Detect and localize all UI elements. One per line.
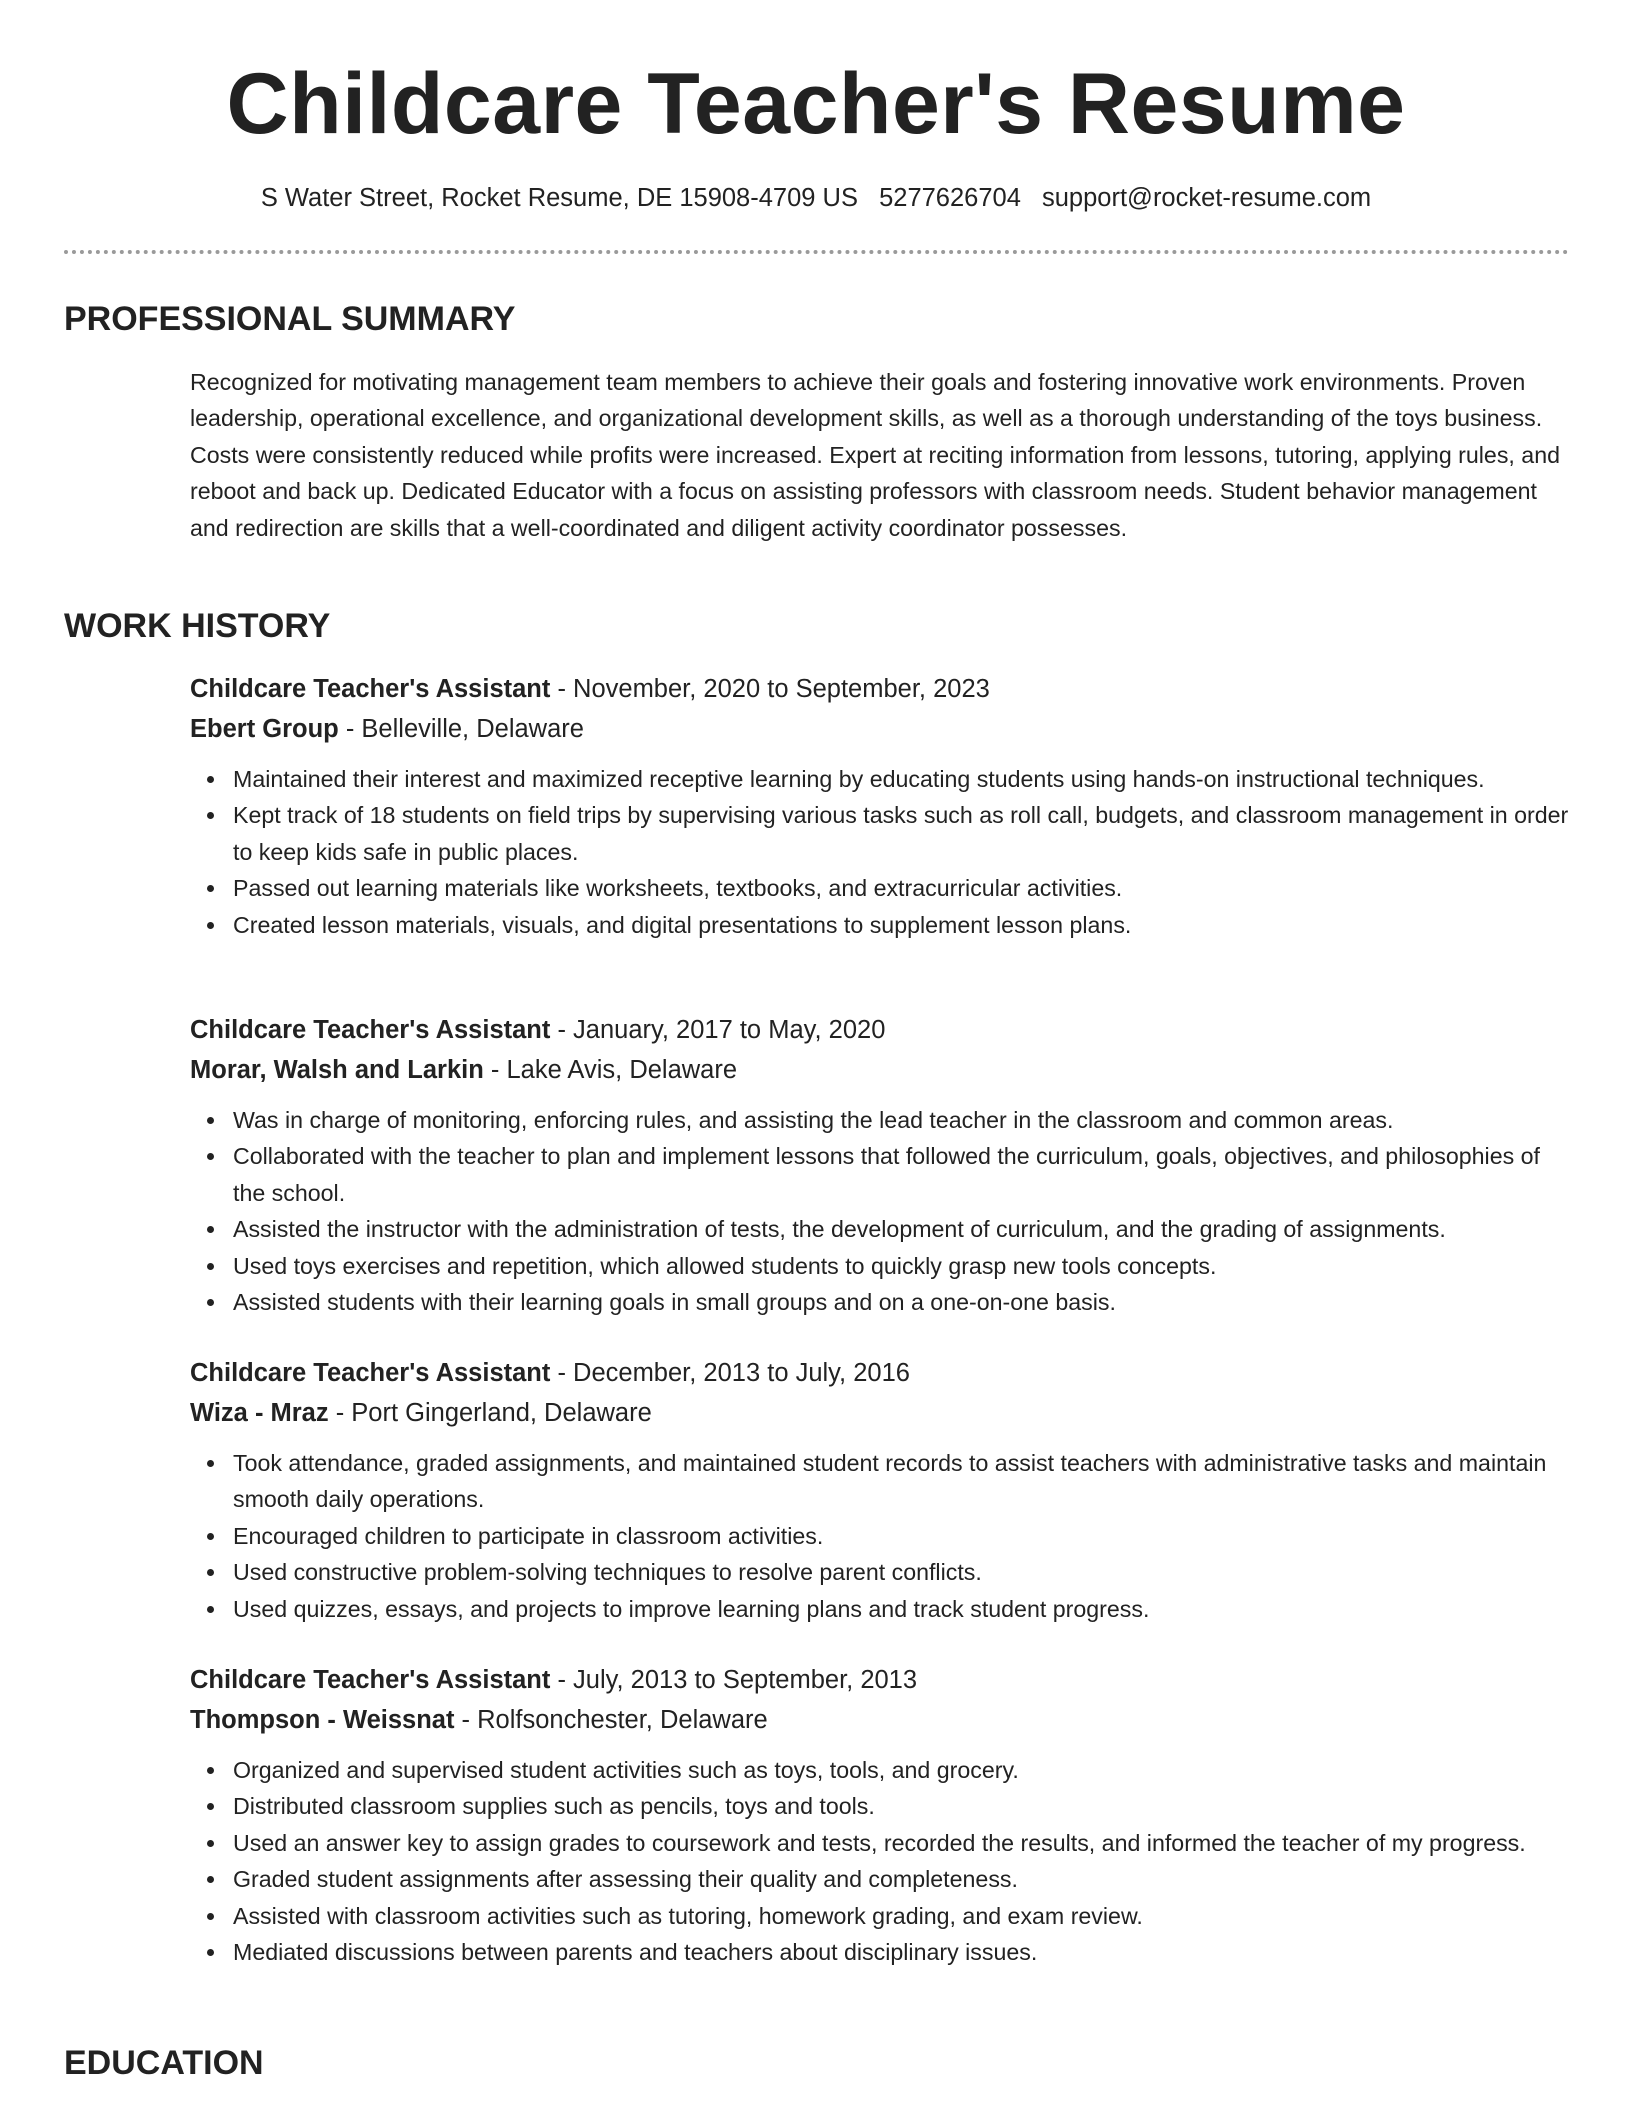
job-company: Thompson - Weissnat bbox=[190, 1706, 455, 1734]
job-bullet: Maintained their interest and maximized receptive learning by educating students using hands-on instructional techniques. bbox=[233, 761, 1570, 797]
job-title: Childcare Teacher's Assistant bbox=[190, 1359, 551, 1387]
job-title: Childcare Teacher's Assistant bbox=[190, 675, 551, 703]
job-bullet: Assisted with classroom activities such as tutoring, homework grading, and exam review. bbox=[233, 1898, 1570, 1934]
work-history-heading: WORK HISTORY bbox=[64, 607, 331, 645]
job-company-line bbox=[190, 1050, 1570, 1090]
header-divider bbox=[64, 250, 1569, 254]
job-title-line bbox=[190, 1353, 1570, 1393]
job-location: - Belleville, Delaware bbox=[338, 715, 584, 743]
job-title-line bbox=[190, 1660, 1570, 1700]
job-entry bbox=[190, 1353, 1570, 1627]
job-company: Morar, Walsh and Larkin bbox=[190, 1056, 484, 1084]
contact-line bbox=[0, 180, 1632, 216]
job-bullet: Collaborated with the teacher to plan and implement lessons that followed the curriculum, goals, objectives, and philosophies of the school. bbox=[233, 1138, 1570, 1211]
job-bullet: Used quizzes, essays, and projects to improve learning plans and track student progress. bbox=[233, 1591, 1570, 1627]
job-bullet: Was in charge of monitoring, enforcing rules, and assisting the lead teacher in the classroom and common areas. bbox=[233, 1102, 1570, 1138]
job-title: Childcare Teacher's Assistant bbox=[190, 1666, 551, 1694]
job-title: Childcare Teacher's Assistant bbox=[190, 1016, 551, 1044]
job-bullets bbox=[190, 1445, 1570, 1627]
education-heading: EDUCATION bbox=[64, 2044, 264, 2082]
job-bullet: Kept track of 18 students on field trips by supervising various tasks such as roll call, budgets, and classroom management in order to keep kids safe in public places. bbox=[233, 797, 1570, 870]
job-entry bbox=[190, 1660, 1570, 1970]
job-bullet: Organized and supervised student activities such as toys, tools, and grocery. bbox=[233, 1752, 1570, 1788]
job-bullet: Took attendance, graded assignments, and maintained student records to assist teachers with administrative tasks and maintain smooth daily operations. bbox=[233, 1445, 1570, 1518]
job-entry bbox=[190, 669, 1570, 943]
job-dates: - December, 2013 to July, 2016 bbox=[550, 1359, 910, 1387]
job-bullet: Assisted the instructor with the administration of tests, the development of curriculum, and the grading of assignments. bbox=[233, 1211, 1570, 1247]
job-bullet: Graded student assignments after assessing their quality and completeness. bbox=[233, 1861, 1570, 1897]
summary-heading: PROFESSIONAL SUMMARY bbox=[64, 300, 516, 338]
job-entry bbox=[190, 1010, 1570, 1320]
job-bullet: Used constructive problem-solving techniques to resolve parent conflicts. bbox=[233, 1554, 1570, 1590]
job-title-line bbox=[190, 669, 1570, 709]
job-bullet: Created lesson materials, visuals, and digital presentations to supplement lesson plans. bbox=[233, 907, 1570, 943]
job-bullet: Assisted students with their learning goals in small groups and on a one-on-one basis. bbox=[233, 1284, 1570, 1320]
contact-address: S Water Street, Rocket Resume, DE 15908-4709 US bbox=[260, 184, 858, 212]
contact-email: support@rocket-resume.com bbox=[1042, 184, 1372, 212]
job-bullet: Mediated discussions between parents and teachers about disciplinary issues. bbox=[233, 1934, 1570, 1970]
summary-text: Recognized for motivating management team members to achieve their goals and fostering innovative work environments. Proven leadership, operational excellence, and organizational development skills, as well as a thorough understanding of the toys business. Costs were consistently reduced while profits were increased. Expert at reciting information from lessons, tutoring, applying rules, and reboot and back up. Dedicated Educator with a focus on assisting professors with classroom needs. Student behavior management and redirection are skills that a well-coordinated and diligent activity coordinator possesses. bbox=[190, 369, 1560, 541]
job-bullet: Distributed classroom supplies such as pencils, toys and tools. bbox=[233, 1788, 1570, 1824]
job-bullet: Used an answer key to assign grades to coursework and tests, recorded the results, and informed the teacher of my progress. bbox=[233, 1825, 1570, 1861]
job-dates: - November, 2020 to September, 2023 bbox=[550, 675, 990, 703]
job-company: Wiza - Mraz bbox=[190, 1399, 329, 1427]
job-bullets bbox=[190, 1752, 1570, 1970]
resume-title: Childcare Teacher's Resume bbox=[226, 56, 1406, 152]
job-location: - Rolfsonchester, Delaware bbox=[454, 1706, 768, 1734]
job-company-line bbox=[190, 1700, 1570, 1740]
job-title-line bbox=[190, 1010, 1570, 1050]
job-company-line bbox=[190, 709, 1570, 749]
job-bullet: Encouraged children to participate in classroom activities. bbox=[233, 1518, 1570, 1554]
job-dates: - January, 2017 to May, 2020 bbox=[550, 1016, 886, 1044]
job-bullet: Used toys exercises and repetition, which allowed students to quickly grasp new tools concepts. bbox=[233, 1248, 1570, 1284]
job-bullets bbox=[190, 761, 1570, 943]
job-company-line bbox=[190, 1393, 1570, 1433]
job-dates: - July, 2013 to September, 2013 bbox=[550, 1666, 918, 1694]
job-bullets bbox=[190, 1102, 1570, 1320]
job-bullet: Passed out learning materials like worksheets, textbooks, and extracurricular activities. bbox=[233, 870, 1570, 906]
job-location: - Lake Avis, Delaware bbox=[483, 1056, 738, 1084]
contact-phone: 5277626704 bbox=[879, 184, 1021, 212]
job-location: - Port Gingerland, Delaware bbox=[328, 1399, 652, 1427]
job-company: Ebert Group bbox=[190, 715, 339, 743]
